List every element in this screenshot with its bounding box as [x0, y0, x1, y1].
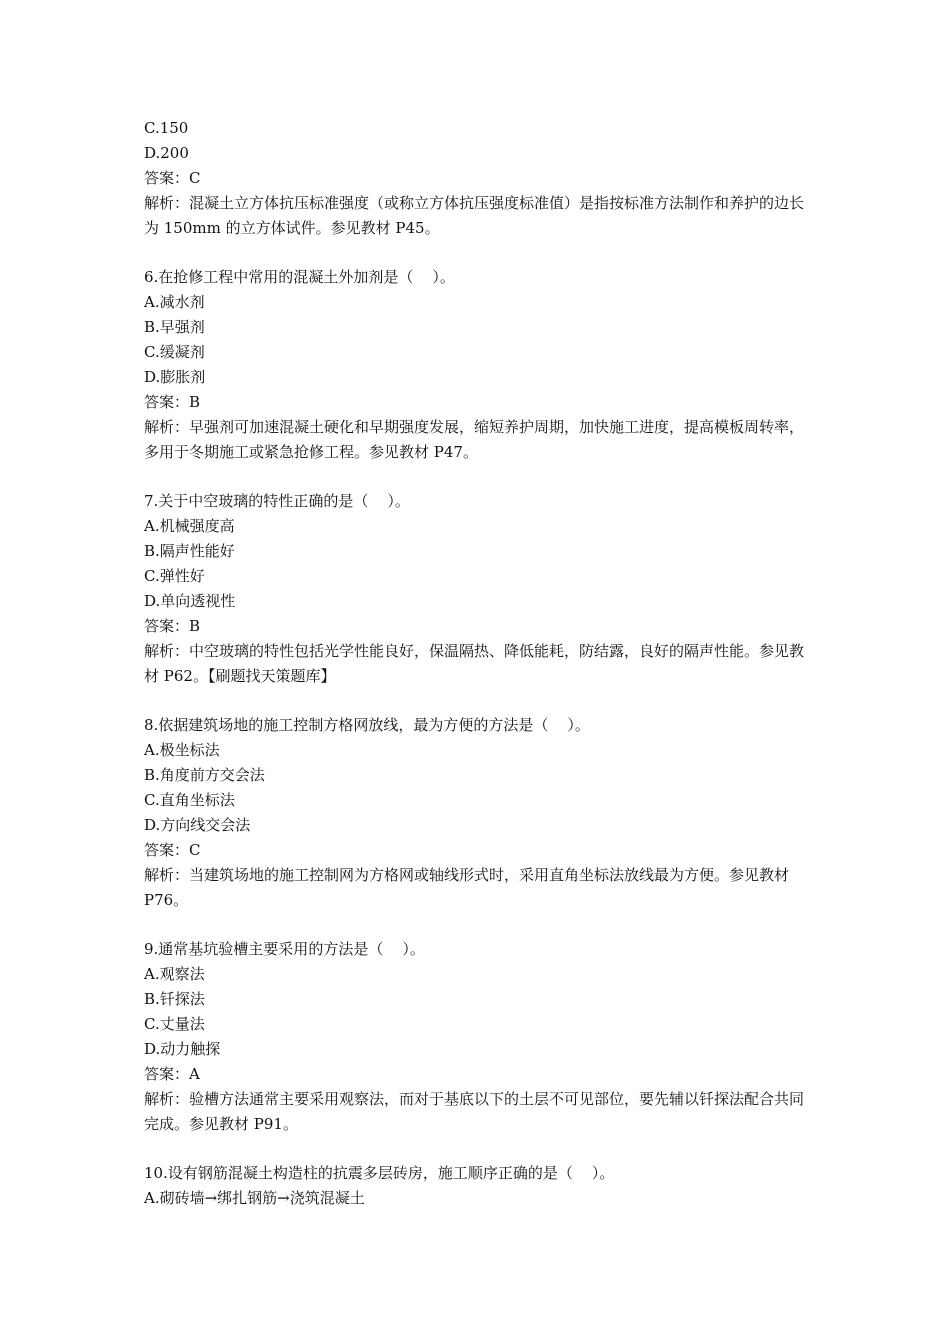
question-stem: 10.设有钢筋混凝土构造柱的抗震多层砖房，施工顺序正确的是（ ）。: [144, 1164, 615, 1182]
option-b: B.角度前方交会法: [144, 766, 265, 784]
question-stem: 6.在抢修工程中常用的混凝土外加剂是（ ）。: [144, 268, 455, 286]
analysis: 解析：验槽方法通常主要采用观察法，而对于基底以下的土层不可见部位，要先辅以钎探法配合共同完成。参见教材 P91。: [144, 1090, 805, 1133]
option-d: D.单向透视性: [144, 592, 236, 610]
question-10: [144, 1161, 814, 1211]
option-d: D.动力触探: [144, 1040, 221, 1058]
answer: 答案：C: [144, 841, 201, 859]
answer: 答案：A: [144, 1065, 200, 1083]
question-5-tail: [144, 116, 814, 241]
option-b: B.早强剂: [144, 318, 205, 336]
option-a: A.机械强度高: [144, 517, 235, 535]
question-6: [144, 265, 814, 465]
question-stem: 9.通常基坑验槽主要采用的方法是（ ）。: [144, 940, 425, 958]
question-stem: 7.关于中空玻璃的特性正确的是（ ）。: [144, 492, 410, 510]
option-d: D.膨胀剂: [144, 368, 206, 386]
question-8: [144, 713, 814, 913]
analysis: 解析：早强剂可加速混凝土硬化和早期强度发展，缩短养护周期，加快施工进度，提高模板周转率，多用于冬期施工或紧急抢修工程。参见教材 P47。: [144, 418, 805, 461]
option-d: D.200: [144, 144, 189, 162]
option-c: C.直角坐标法: [144, 791, 235, 809]
question-9: [144, 937, 814, 1137]
question-7: [144, 489, 814, 689]
option-b: B.隔声性能好: [144, 542, 235, 560]
option-c: C.150: [144, 119, 189, 137]
option-c: C.缓凝剂: [144, 343, 205, 361]
document-page: [144, 116, 814, 1211]
option-c: C.丈量法: [144, 1015, 205, 1033]
answer: 答案：B: [144, 617, 201, 635]
option-a: A.减水剂: [144, 293, 205, 311]
answer: 答案：B: [144, 393, 201, 411]
option-b: B.钎探法: [144, 990, 205, 1008]
option-a: A.砌砖墙→绑扎钢筋→浇筑混凝土: [144, 1189, 365, 1207]
analysis: 解析：中空玻璃的特性包括光学性能良好，保温隔热、降低能耗，防结露，良好的隔声性能。参见教材 P62。【刷题找天策题库】: [144, 642, 805, 685]
option-a: A.观察法: [144, 965, 205, 983]
analysis: 解析：混凝土立方体抗压标准强度（或称立方体抗压强度标准值）是指按标准方法制作和养护的边长为 150mm 的立方体试件。参见教材 P45。: [144, 194, 805, 237]
option-a: A.极坐标法: [144, 741, 220, 759]
question-stem: 8.依据建筑场地的施工控制方格网放线，最为方便的方法是（ ）。: [144, 716, 590, 734]
option-c: C.弹性好: [144, 567, 205, 585]
analysis: 解析：当建筑场地的施工控制网为方格网或轴线形式时，采用直角坐标法放线最为方便。参见教材 P76。: [144, 866, 790, 909]
answer: 答案：C: [144, 169, 201, 187]
option-d: D.方向线交会法: [144, 816, 251, 834]
